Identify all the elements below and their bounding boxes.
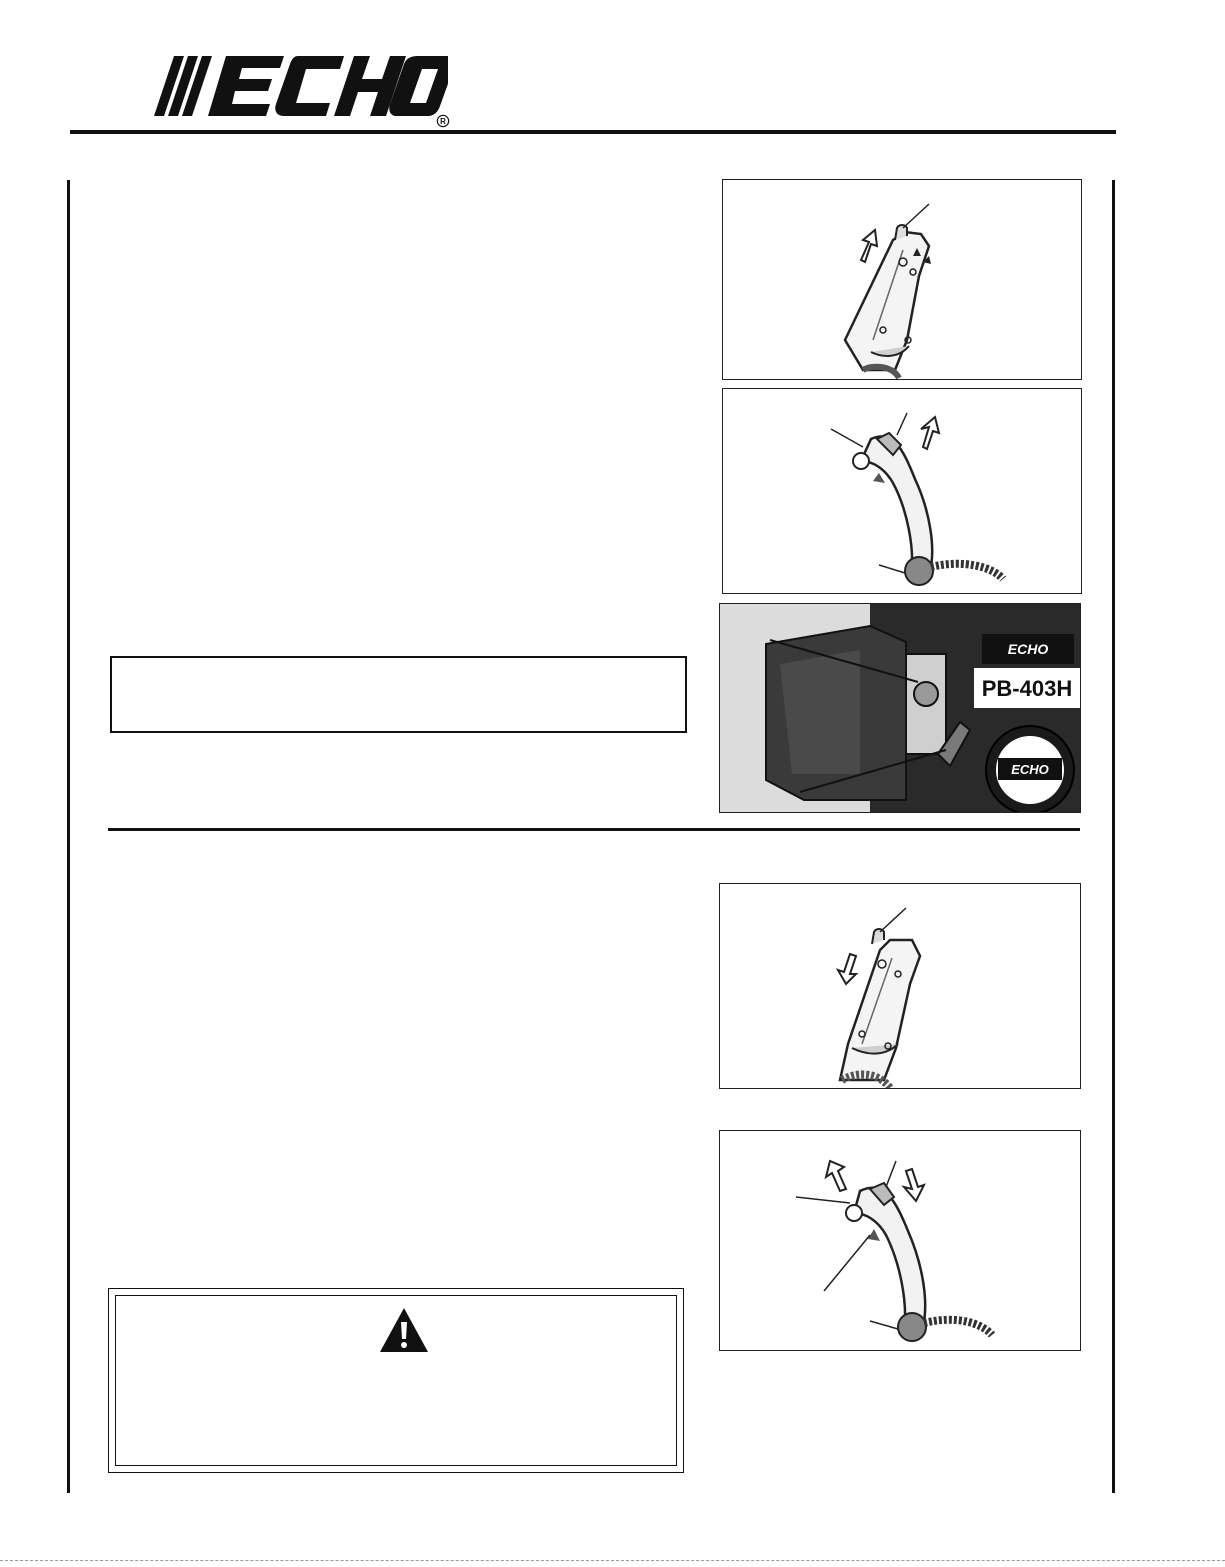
logo-speed-stripes	[154, 56, 212, 116]
figure-handle-side-lever-up	[722, 388, 1082, 594]
figure-throttle-lever-down	[719, 883, 1081, 1089]
figure-engine-controls	[719, 603, 1081, 813]
figure-throttle-lever-up	[722, 179, 1082, 380]
engine-model-label: PB-403H	[981, 676, 1073, 701]
right-margin-rule	[1112, 180, 1115, 1493]
engine-brand-label: ECHO	[1007, 641, 1049, 657]
echo-logo-graphic	[148, 52, 448, 127]
recoil-starter-brand-label: ECHO	[1011, 762, 1049, 777]
warning-triangle-icon	[378, 1306, 430, 1354]
engine-photo-icon	[720, 604, 1080, 812]
handle-side-photo-icon	[723, 389, 1081, 593]
throttle-handle-photo-icon	[723, 180, 1081, 379]
svg-text:R: R	[440, 117, 446, 127]
logo-letter-c	[275, 56, 344, 116]
left-margin-rule	[67, 180, 70, 1493]
page-bottom-trim-line	[0, 1560, 1225, 1561]
header-rule	[70, 130, 1116, 134]
section-divider	[108, 828, 1080, 831]
registered-mark-icon	[436, 114, 450, 128]
echo-logo	[148, 52, 448, 127]
note-box	[110, 656, 687, 733]
handle-side-down-photo-icon	[720, 1131, 1080, 1350]
logo-letter-e	[208, 56, 284, 116]
figure-handle-side-lever-down	[719, 1130, 1081, 1351]
warning-box	[108, 1288, 684, 1473]
throttle-handle-down-photo-icon	[720, 884, 1080, 1088]
warning-box-inner-frame	[115, 1295, 677, 1466]
